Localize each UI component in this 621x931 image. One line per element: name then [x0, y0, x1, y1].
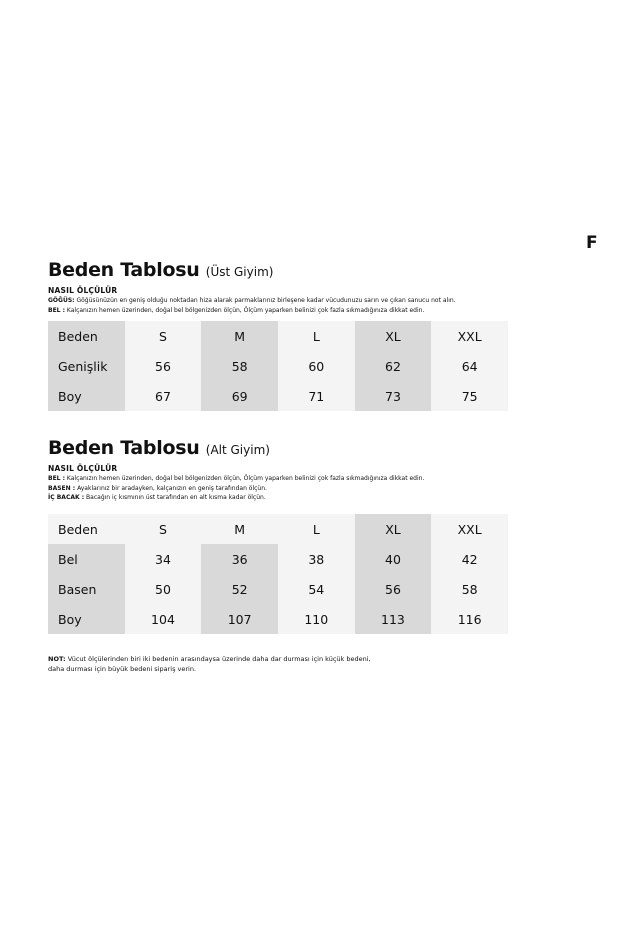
table-cell: Beden [48, 321, 125, 351]
table-cell: XL [355, 514, 432, 544]
table-cell: L [278, 514, 355, 544]
table-cell: 69 [201, 381, 278, 411]
table-cell: M [201, 514, 278, 544]
table-cell: 110 [278, 604, 355, 634]
table-cell: 107 [201, 604, 278, 634]
table-cell: 71 [278, 381, 355, 411]
table-cell: 75 [431, 381, 508, 411]
bottom-title-main: Beden Tablosu [48, 437, 200, 459]
table-cell: S [125, 321, 202, 351]
table-cell: Basen [48, 574, 125, 604]
bottom-title-subtitle: (Alt Giyim) [205, 443, 270, 457]
table-cell: Boy [48, 604, 125, 634]
table-row [48, 544, 508, 574]
bottom-section-title [48, 436, 510, 462]
table-row [48, 351, 508, 381]
table-cell: 116 [431, 604, 508, 634]
table-cell: 73 [355, 381, 432, 411]
table-cell: 36 [201, 544, 278, 574]
top-title-subtitle: (Üst Giyim) [205, 265, 274, 279]
footer-note-line-1: NOT: Vücut ölçülerinden biri iki bedenin arasındaysa üzerinde daha dar durması için küçük bedeni, [48, 655, 371, 663]
table-cell: 34 [125, 544, 202, 574]
table-cell: 58 [431, 574, 508, 604]
table-cell: 104 [125, 604, 202, 634]
top-size-section [48, 258, 510, 315]
bottom-note-hip: BASEN : Ayaklarınız bir aradayken, kalçanızın en geniş tarafından ölçün. [48, 484, 267, 492]
bottom-how-to-measure-heading: NASIL ÖLÇÜLÜR [48, 464, 118, 473]
table-cell: Bel [48, 544, 125, 574]
table-cell: Genişlik [48, 351, 125, 381]
table-cell: S [125, 514, 202, 544]
table-cell: Boy [48, 381, 125, 411]
top-how-to-measure-heading: NASIL ÖLÇÜLÜR [48, 286, 118, 295]
table-row [48, 574, 508, 604]
table-header-row [48, 514, 508, 544]
table-header-row [48, 321, 508, 351]
table-cell: 64 [431, 351, 508, 381]
top-size-table [48, 321, 508, 411]
top-note-waist: BEL : Kalçanızın hemen üzerinden, doğal bel bölgenizden ölçün, Ölçüm yaparken belinizi çok fazla sıkmadığınıza dikkat edin. [48, 306, 425, 314]
table-cell: 56 [355, 574, 432, 604]
table-cell: XXL [431, 514, 508, 544]
table-cell: 54 [278, 574, 355, 604]
table-cell: L [278, 321, 355, 351]
bottom-size-table [48, 514, 508, 634]
table-cell: 113 [355, 604, 432, 634]
bottom-note-waist: BEL : Kalçanızın hemen üzerinden, doğal bel bölgenizden ölçün, Ölçüm yaparken belinizi çok fazla sıkmadığınıza dikkat edin. [48, 475, 425, 482]
table-cell: XXL [431, 321, 508, 351]
footer-note-line-2: daha durması için büyük bedeni sipariş verin. [48, 665, 197, 673]
table-cell: 40 [355, 544, 432, 574]
table-cell: XL [355, 321, 432, 351]
table-row [48, 604, 508, 634]
bottom-size-section [48, 436, 510, 503]
footer-note [48, 654, 518, 674]
table-cell: 50 [125, 574, 202, 604]
table-cell: 38 [278, 544, 355, 574]
table-cell: 60 [278, 351, 355, 381]
brand-logo-letter: F [586, 233, 598, 253]
table-cell: M [201, 321, 278, 351]
table-cell: 62 [355, 351, 432, 381]
table-cell: 52 [201, 574, 278, 604]
table-row [48, 381, 508, 411]
table-cell: 58 [201, 351, 278, 381]
table-cell: Beden [48, 514, 125, 544]
table-cell: 56 [125, 351, 202, 381]
top-note-chest: GÖĞÜS: Göğüsünüzün en geniş olduğu noktadan hiza alarak parmaklarınız birleşene kadar vücudunuzu sarın ve çıkan sanucu not alın. [48, 297, 456, 304]
top-title-main: Beden Tablosu [48, 259, 200, 281]
top-section-title [48, 258, 510, 284]
table-cell: 42 [431, 544, 508, 574]
table-cell: 67 [125, 381, 202, 411]
bottom-note-inseam: İÇ BACAK : Bacağın iç kısmının üst tarafından en alt kısma kadar ölçün. [48, 494, 266, 501]
